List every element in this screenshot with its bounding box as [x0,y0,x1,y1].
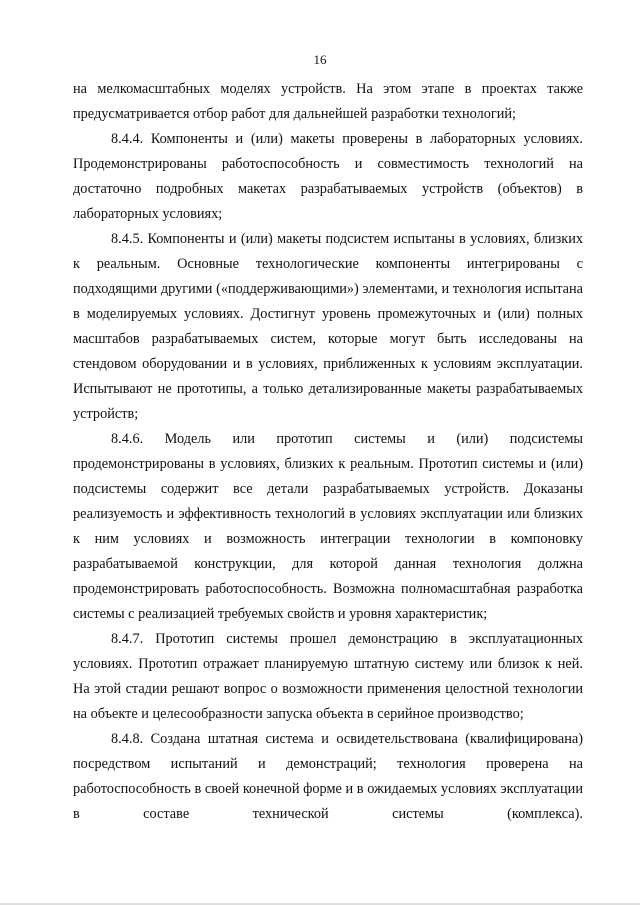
page-number: 16 [313,52,327,67]
paragraph-8-4-5: 8.4.5. Компоненты и (или) макеты подсистем испытаны в условиях, близких к реальным. Основные технологические компоненты интегрированы с подходящими другими («поддерживающими») элементами, и технология испытана в моделируемых условиях. Достигнут уровень промежуточных и (или) полных масштабов разрабатываемых систем, которые могут быть исследованы на стендовом оборудовании и в условиях, приближенных к условиям эксплуатации. Испытывают не прототипы, а только детализированные макеты разрабатываемых устройств; [73,231,583,422]
paragraph-8-4-4: 8.4.4. Компоненты и (или) макеты проверены в лабораторных условиях. Продемонстрированы работоспособность и совместимость технологий на достаточно подробных макетах разрабатываемых устройств (объектов) в лабораторных условиях; [73,131,583,222]
paragraph-8-4-7: 8.4.7. Прототип системы прошел демонстрацию в эксплуатационных условиях. Прототип отражает планируемую штатную систему или близок к ней. На этой стадии решают вопрос о возможности применения целостной технологии на объекте и целесообразности запуска объекта в серийное производство; [73,631,583,722]
document-body [73,77,583,827]
paragraph-continuation: на мелкомасштабных моделях устройств. На этом этапе в проектах также предусматривается отбор работ для дальнейшей разработки технологий; [73,81,583,122]
paragraph-8-4-6: 8.4.6. Модель или прототип системы и (или) подсистемы продемонстрированы в условиях, близких к реальным. Прототип системы и (или) подсистемы содержит все детали разрабатываемых устройств. Доказаны реализуемость и эффективность технологий в условиях эксплуатации или близких к ним условиях и возможность интеграции технологии в компоновку разрабатываемой конструкции, для которой данная технология должна продемонстрировать работоспособность. Возможна полномасштабная разработка системы с реализацией требуемых свойств и уровня характеристик; [73,431,583,622]
paragraph-8-4-8: 8.4.8. Создана штатная система и освидетельствована (квалифицирована) посредством испытаний и демонстраций; технология проверена на работоспособность в своей конечной форме и в ожидаемых условиях эксплуатации в составе технической системы (комплекса). [73,731,583,822]
